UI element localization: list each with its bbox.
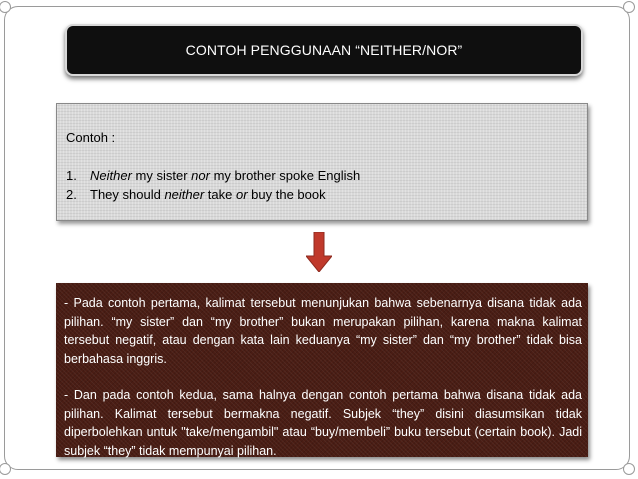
example-label: Contoh : [66,130,116,145]
example-number: 2. [66,187,77,202]
example-sentence [90,185,326,204]
example-item-2 [66,185,578,204]
example-number: 1. [66,168,77,183]
keyword: neither [164,187,205,202]
example-box [56,103,588,221]
example-item-1 [66,166,578,185]
sentence-text: They should [90,187,165,202]
corner-dot [623,1,635,13]
explanation-paragraph-1: - Pada contoh pertama, kalimat tersebut menunjukan bahwa sebenarnya disana tidak ada pilihan. “my sister” dan “my brother” bukan merupakan pilihan, karena makna kalimat tersebut negatif, atau dengan kata lain keduanya “my sister” dan “my brother” tidak bisa berbahasa inggris. [64,296,582,366]
corner-dot [0,1,11,13]
title-bar [65,24,583,76]
sentence-text: buy the book [247,187,326,202]
corner-dot [623,463,635,475]
sentence-text: my brother spoke English [209,168,361,183]
corner-dot [0,463,11,475]
keyword: or [235,187,248,202]
explanation-paragraph-2: - Dan pada contoh kedua, sama halnya dengan contoh pertama bahwa disana tidak ada pilihan. Kalimat tersebut bermakna negatif. Subjek “they” disini diasumsikan tidak diperbolehkan untuk "take/mengambil" atau “buy/membeli” buku tersebut (certain book). Jadi subjek “they” tidak mempunyai pilihan. [64,388,582,458]
down-arrow-icon [306,232,332,272]
explanation-box [56,283,588,457]
sentence-text: my sister [131,168,192,183]
keyword: Neither [90,168,132,183]
sentence-text: take [204,187,236,202]
slide-title: CONTOH PENGGUNAAN “NEITHER/NOR” [185,42,463,58]
example-sentence [90,166,360,185]
keyword: nor [191,168,210,183]
